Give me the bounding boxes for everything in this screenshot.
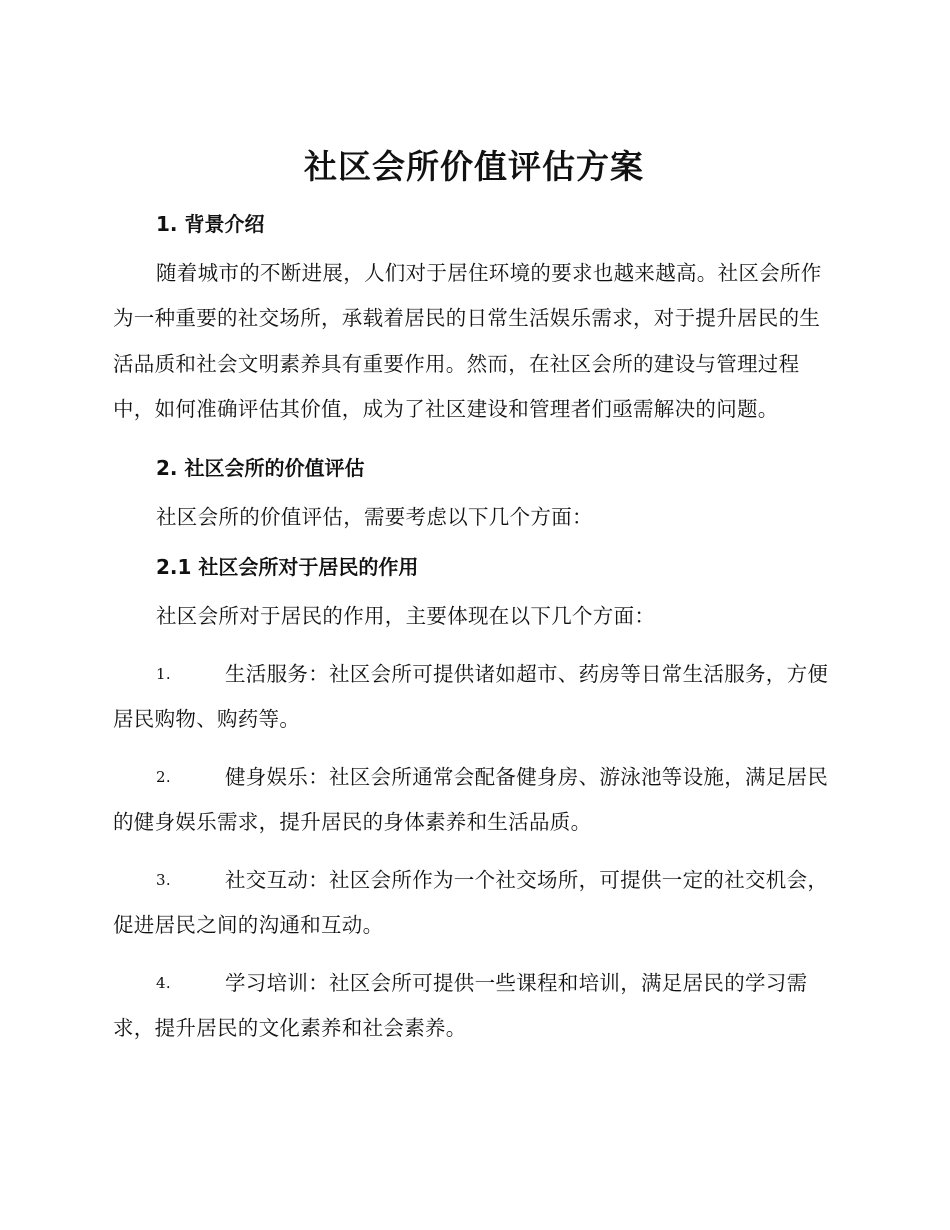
list-item bbox=[113, 961, 830, 1052]
document-title: 社区会所价值评估方案 bbox=[304, 147, 644, 186]
section-heading-value-assessment: 2. 社区会所的价值评估 bbox=[156, 455, 365, 480]
list-item bbox=[113, 755, 830, 846]
subsection-heading-role-for-residents: 2.1 社区会所对于居民的作用 bbox=[156, 555, 419, 580]
list-item-number: 2. bbox=[156, 767, 171, 786]
list-item-text: 生活服务：社区会所可提供诸如超市、药房等日常生活服务，方便居民购物、购药等。 bbox=[113, 661, 829, 732]
background-paragraph: 随着城市的不断进展，人们对于居住环境的要求也越来越高。社区会所作为一种重要的社交场所，承载着居民的日常生活娱乐需求，对于提升居民的生活品质和社会文明素养具有重要作用。然而，在社区会所的建设与管理过程中，如何准确评估其价值，成为了社区建设和管理者们亟需解决的问题。 bbox=[113, 260, 822, 422]
list-item bbox=[113, 858, 830, 949]
list-item-text: 健身娱乐：社区会所通常会配备健身房、游泳池等设施，满足居民的健身娱乐需求，提升居民的身体素养和生活品质。 bbox=[113, 764, 829, 835]
list-item-number: 1. bbox=[156, 664, 171, 683]
role-intro-paragraph: 社区会所对于居民的作用，主要体现在以下几个方面： bbox=[156, 604, 656, 629]
list-item-text: 学习培训：社区会所可提供一些课程和培训，满足居民的学习需求，提升居民的文化素养和社会素养。 bbox=[113, 970, 808, 1041]
list-item-number: 4. bbox=[156, 973, 171, 992]
list-item-text: 社交互动：社区会所作为一个社交场所，可提供一定的社交机会，促进居民之间的沟通和互动。 bbox=[113, 867, 829, 938]
list-item bbox=[113, 652, 830, 743]
section-heading-background: 1. 背景介绍 bbox=[156, 211, 265, 236]
value-assessment-paragraph: 社区会所的价值评估，需要考虑以下几个方面： bbox=[156, 504, 593, 529]
list-item-number: 3. bbox=[156, 870, 171, 889]
